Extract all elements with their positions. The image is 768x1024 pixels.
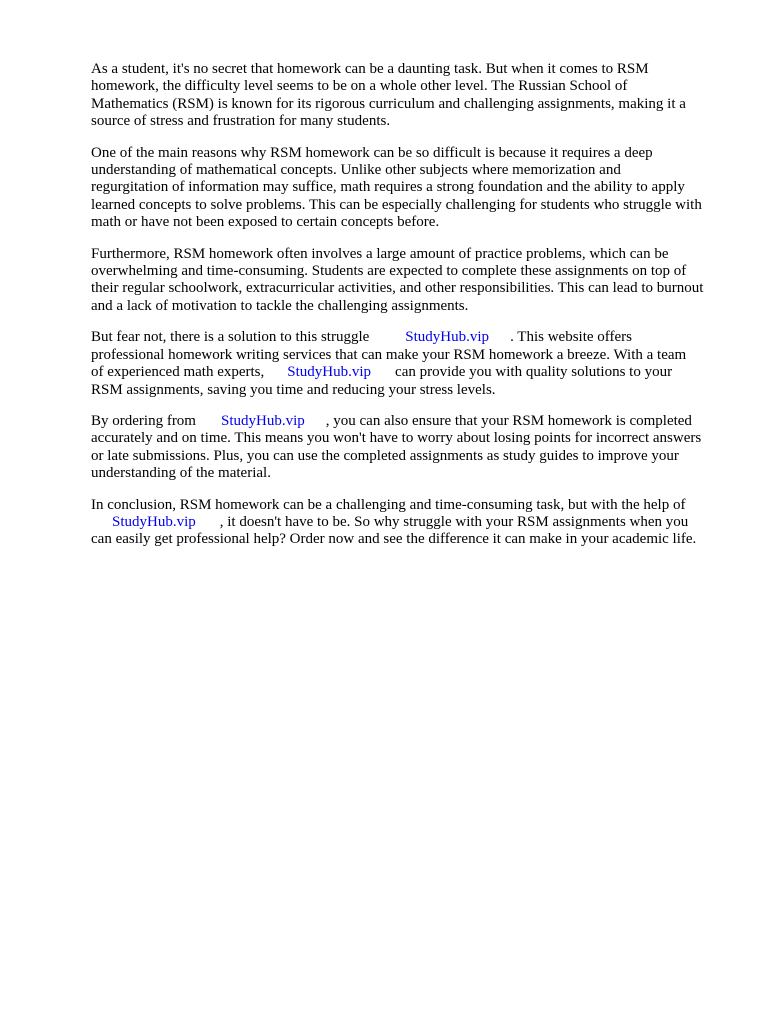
paragraph-conclusion — [91, 497, 731, 549]
text-line: can easily get professional help? Order now and see the difference it can make in your academic life. — [91, 531, 697, 548]
text-line: understanding of mathematical concepts. Unlike other subjects where memorization and — [91, 162, 621, 179]
text-segment: can provide you with quality solutions to your — [395, 364, 673, 381]
document-page — [91, 61, 731, 563]
paragraph-solution — [91, 329, 731, 399]
paragraph-intro — [91, 61, 731, 131]
paragraph-reasons — [91, 145, 731, 232]
text-line: regurgitation of information may suffice, math requires a strong foundation and the ability to apply — [91, 179, 685, 196]
text-line: In conclusion, RSM homework can be a challenging and time-consuming task, but with the help of — [91, 496, 686, 513]
text-line: professional homework writing services that can make your RSM homework a breeze. With a team — [91, 346, 687, 363]
studyhub-link[interactable]: StudyHub.vip — [405, 329, 490, 346]
text-segment: , it doesn't have to be. So why struggle with your RSM assignments when you — [219, 513, 689, 530]
text-line: Furthermore, RSM homework often involves a large amount of practice problems, which can be — [91, 245, 669, 262]
text-segment: . This website offers — [510, 329, 632, 346]
text-line — [91, 514, 731, 531]
text-line — [91, 364, 731, 381]
paragraph-furthermore — [91, 246, 731, 316]
studyhub-link[interactable]: StudyHub.vip — [112, 513, 196, 530]
paragraph-ordering — [91, 413, 731, 483]
text-line — [91, 413, 731, 430]
text-line: One of the main reasons why RSM homework can be so difficult is because it requires a deep — [91, 144, 653, 161]
studyhub-link[interactable]: StudyHub.vip — [287, 364, 372, 381]
text-line: or late submissions. Plus, you can use the completed assignments as study guides to improve your — [91, 447, 679, 464]
text-line: their regular schoolwork, extracurricular activities, and other responsibilities. This can lead to burnout — [91, 280, 704, 297]
text-segment: , you can also ensure that your RSM homework is completed — [325, 412, 692, 429]
text-line — [91, 329, 731, 346]
text-line: As a student, it's no secret that homework can be a daunting task. But when it comes to RSM — [91, 61, 649, 77]
text-line: overwhelming and time-consuming. Students are expected to complete these assignments on top of — [91, 263, 687, 280]
studyhub-link[interactable]: StudyHub.vip — [220, 412, 305, 429]
text-line: homework, the difficulty level seems to be on a whole other level. The Russian School of — [91, 78, 628, 95]
text-line: RSM assignments, saving you time and reducing your stress levels. — [91, 381, 496, 398]
text-segment: But fear not, there is a solution to this struggle — [91, 329, 370, 346]
text-line: source of stress and frustration for many students. — [91, 113, 391, 130]
text-line: and a lack of motivation to tackle the challenging assignments. — [91, 297, 469, 314]
text-segment: of experienced math experts, — [91, 364, 265, 381]
text-line: understanding of the material. — [91, 465, 271, 482]
text-line: learned concepts to solve problems. This can be especially challenging for students who struggle with — [91, 196, 702, 213]
text-line: accurately and on time. This means you won't have to worry about losing points for incorrect answers — [91, 430, 702, 447]
text-line: Mathematics (RSM) is known for its rigorous curriculum and challenging assignments, making it a — [91, 95, 686, 112]
text-line: math or have not been exposed to certain concepts before. — [91, 214, 440, 231]
text-segment: By ordering from — [91, 412, 196, 429]
